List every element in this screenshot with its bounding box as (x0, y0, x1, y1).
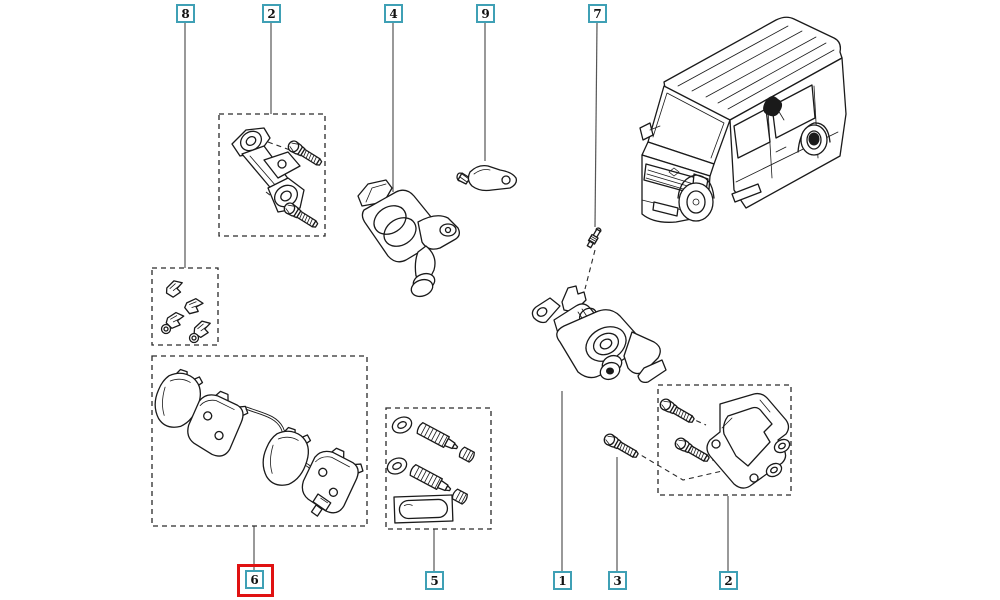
brake-pad-set-with-wear-sensor-icon[interactable] (151, 366, 367, 519)
bleed-screw-icon[interactable] (586, 227, 603, 249)
callout-2-top[interactable]: 2 (262, 4, 281, 23)
caliper-bolt-icon[interactable] (602, 432, 640, 460)
callout-9[interactable]: 9 (476, 4, 495, 23)
rear-brake-marker (809, 133, 820, 146)
callout-6-selected[interactable]: 6 (245, 570, 264, 589)
van-illustration (640, 17, 846, 222)
carrier-bracket-kit-icon[interactable] (658, 394, 792, 489)
callout-4[interactable]: 4 (384, 4, 403, 23)
guide-pin-repair-kit-icon[interactable] (385, 414, 476, 523)
callout-7[interactable]: 7 (588, 4, 607, 23)
caliper-assembly-icon[interactable] (532, 286, 666, 382)
grease-sachet-icon (394, 495, 453, 523)
pad-retainer-clip-kit-icon[interactable] (162, 280, 212, 343)
callout-2-bottom[interactable]: 2 (719, 571, 738, 590)
callout-3[interactable]: 3 (608, 571, 627, 590)
caliper-bracket-with-bolts-icon[interactable] (232, 127, 324, 230)
callout-5[interactable]: 5 (425, 571, 444, 590)
carrier-bolt-icon (658, 397, 696, 425)
brake-caliper-icon[interactable] (358, 180, 459, 299)
carrier-bolt-icon (673, 436, 711, 464)
leader-lines (185, 23, 728, 571)
hose-bracket-icon[interactable] (457, 166, 516, 191)
callout-1[interactable]: 1 (553, 571, 572, 590)
callout-8[interactable]: 8 (176, 4, 195, 23)
